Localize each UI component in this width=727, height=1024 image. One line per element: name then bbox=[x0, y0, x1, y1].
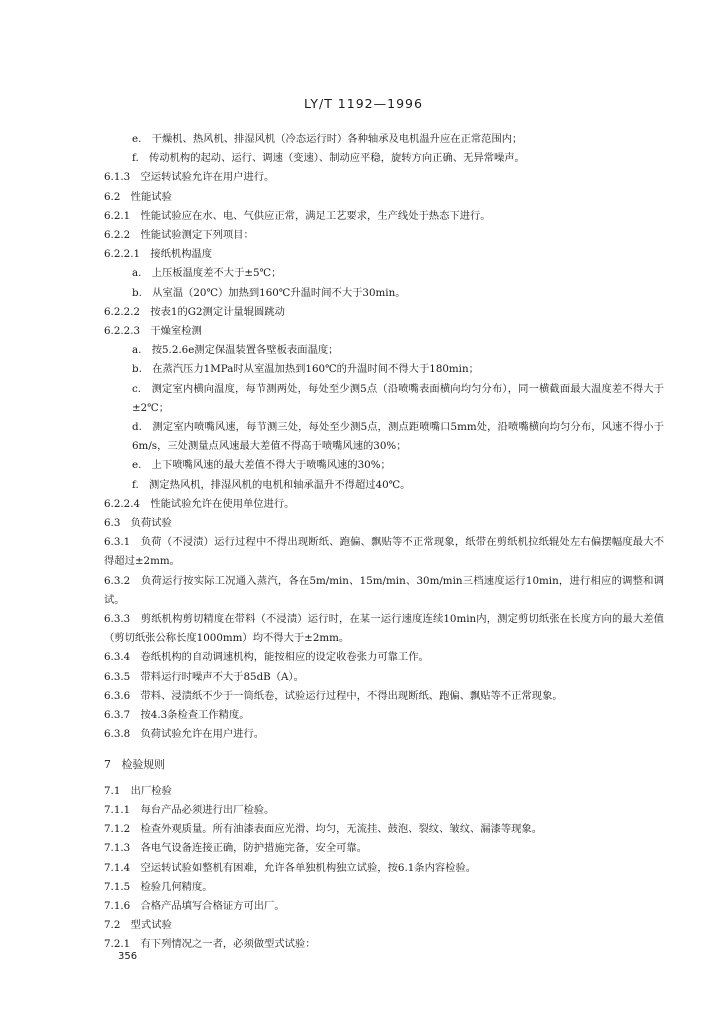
standard-header: LY/T 1192—1996 bbox=[304, 96, 423, 111]
text-line: b. 从室温（20℃）加热到160℃升温时间不大于30min。 bbox=[132, 286, 406, 299]
text-line: c. 测定室内横向温度，每节测两处，每处至少测5点（沿喷嘴表面横向均匀分布），同一横截面最大温度差不得大于±2℃； bbox=[132, 382, 664, 414]
text-line: a. 上压板温度差不大于±5℃； bbox=[132, 267, 282, 280]
text-line: 6.2.1 性能试验应在水、电、气供应正常，满足工艺要求，生产线处于热态下进行。 bbox=[104, 209, 491, 222]
text-line: 6.3.1 负荷（不浸渍）运行过程中不得出现断纸、跑偏、飘贴等不正常现象，纸带在剪纸机拉纸辊处左右偏摆幅度最大不得超过±2mm。 bbox=[104, 536, 664, 568]
text-line: 6.1.3 空运转试验允许在用户进行。 bbox=[104, 171, 275, 184]
text-line: 6.2.2 性能试验测定下列项目： bbox=[104, 229, 254, 242]
text-line: f. 传动机构的起动、运行、调速（变速）、制动应平稳，旋转方向正确、无异常噪声。 bbox=[132, 152, 525, 165]
text-line: 6.2.2.4 性能试验允许在使用单位进行。 bbox=[104, 497, 295, 510]
page-number: 356 bbox=[118, 951, 138, 962]
text-line: 6.3.3 剪纸机构剪切精度在带料（不浸渍）运行时，在某一运行速度连续10min内，测定剪切纸张在长度方向的最大差值（剪切纸张公称长度1000mm）均不得大于±2mm。 bbox=[104, 613, 664, 645]
text-line: 7.2.1 有下列情况之一者，必须做型式试验： bbox=[104, 938, 316, 951]
text-line: 7.1.6 合格产品填写合格证方可出厂。 bbox=[104, 899, 285, 912]
text-line: f. 测定热风机，排湿风机的电机和轴承温升不得超过40℃。 bbox=[132, 478, 411, 491]
text-line: 6.3.4 卷纸机构的自动调速机构，能按相应的设定收卷张力可靠工作。 bbox=[104, 651, 429, 664]
text-line: 6.3.5 带料运行时噪声不大于85dB（A）。 bbox=[104, 670, 304, 683]
text-line: 6.2.2.3 干燥室检测 bbox=[104, 325, 202, 338]
text-line: 6.2.2.1 接纸机构温度 bbox=[104, 248, 213, 261]
text-line: 6.3.8 负荷试验允许在用户进行。 bbox=[104, 728, 265, 741]
text-line: 7.1.3 各电气设备连接正确，防护措施完备，安全可靠。 bbox=[104, 842, 368, 855]
text-line: 7.1.1 每台产品必须进行出厂检验。 bbox=[104, 803, 275, 816]
text-line: 7.1.2 检查外观质量。所有油漆表面应光滑、均匀，无流挂、鼓泡、裂纹、皱纹、漏漆等现象。 bbox=[104, 823, 543, 836]
text-line: 7.1.4 空运转试验如整机有困难，允许各单独机构独立试验，按6.1条内容检验。 bbox=[104, 861, 477, 874]
text-line: 6.2.2.2 按表1的G2测定计量辊圆跳动 bbox=[104, 305, 285, 318]
text-line: 6.3 负荷试验 bbox=[104, 517, 172, 530]
text-line: 6.3.7 按4.3条检查工作精度。 bbox=[104, 709, 250, 722]
text-line: d. 测定室内喷嘴风速，每节测三处，每处至少测5点，测点距喷嘴口5mm处，沿喷嘴横向均匀分布，风速不得小于6m/s，三处测量点风速最大差值不得高于喷嘴风速的30%； bbox=[132, 421, 664, 453]
text-line: 7 检验规则 bbox=[104, 757, 165, 771]
text-line: 6.2 性能试验 bbox=[104, 190, 172, 203]
text-line: e. 上下喷嘴风速的最大差值不得大于喷嘴风速的30%； bbox=[132, 459, 391, 472]
text-line: 7.1.5 检验几何精度。 bbox=[104, 880, 213, 893]
document-body bbox=[104, 130, 664, 955]
text-line: 6.3.6 带料、浸渍纸不少于一筒纸卷，试验运行过程中，不得出现断纸、跑偏、飘贴等不正常现象。 bbox=[104, 689, 563, 702]
text-line: 7.2 型式试验 bbox=[104, 919, 172, 932]
text-line: b. 在蒸汽压力1MPa时从室温加热到160℃的升温时间不得大于180min； bbox=[132, 363, 479, 376]
text-line: 7.1 出厂检验 bbox=[104, 784, 172, 797]
text-line: a. 按5.2.6e测定保温装置各壁板表面温度； bbox=[132, 344, 339, 357]
text-line: 6.3.2 负荷运行按实际工况通入蒸汽，各在5m/min、15m/min、30m/min三档速度运行10min，进行相应的调整和调试。 bbox=[104, 574, 664, 606]
text-line: e. 干燥机、热风机、排湿风机（冷态运行时）各种轴承及电机温升应在正常范围内； bbox=[132, 133, 523, 145]
